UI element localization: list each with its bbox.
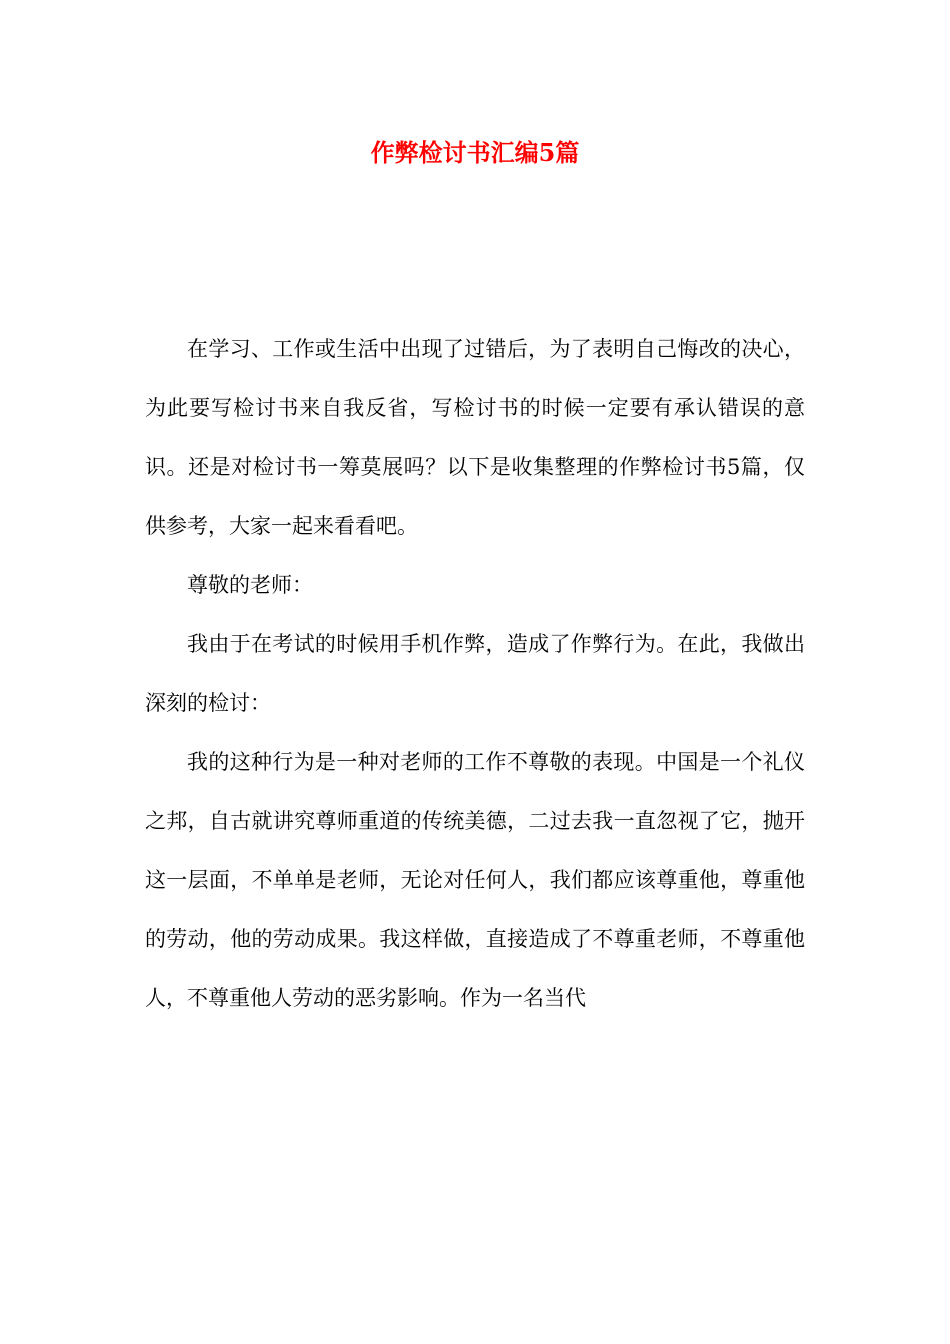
body-paragraph: 我由于在考试的时候用手机作弊，造成了作弊行为。在此，我做出深刻的检讨： — [145, 632, 805, 715]
document-title: 作弊检讨书汇编5篇 — [370, 138, 580, 167]
document-body — [145, 320, 805, 1028]
salutation: 尊敬的老师： — [187, 573, 313, 597]
body-paragraph: 我的这种行为是一种对老师的工作不尊敬的表现。中国是一个礼仪之邦，自古就讲究尊师重道的传统美德，二过去我一直忽视了它，抛开这一层面，不单单是老师，无论对任何人，我们都应该尊重他，尊重他的劳动，他的劳动成果。我这样做，直接造成了不尊重老师，不尊重他人，不尊重他人劳动的恶劣影响。作为一名当代 — [145, 750, 805, 1010]
intro-paragraph: 在学习、工作或生活中出现了过错后，为了表明自己悔改的决心，为此要写检讨书来自我反省，写检讨书的时候一定要有承认错误的意识。还是对检讨书一筹莫展吗？以下是收集整理的作弊检讨书5篇，仅供参考，大家一起来看看吧。 — [145, 337, 805, 538]
